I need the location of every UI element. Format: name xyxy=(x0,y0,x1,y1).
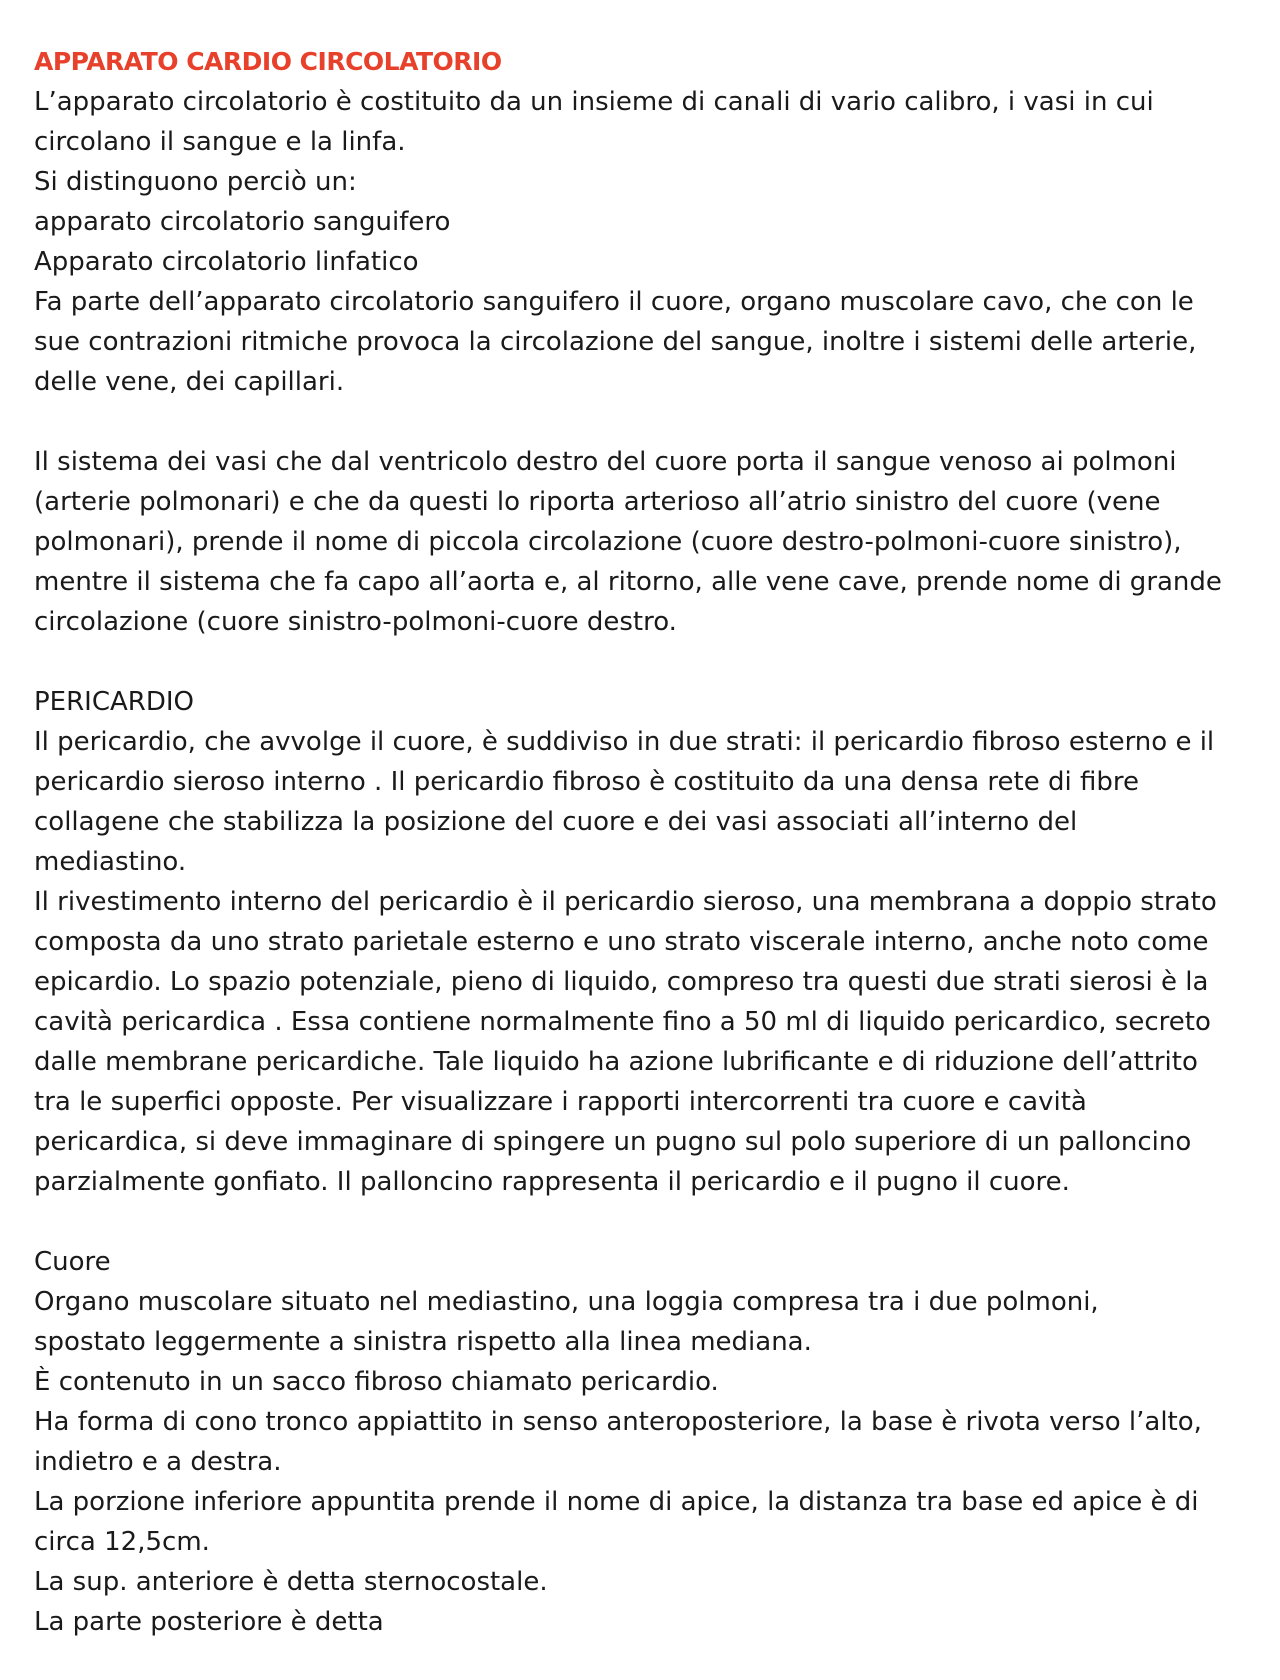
text-line: La sup. anteriore è detta sternocostale. xyxy=(34,1567,548,1597)
section-heading: PERICARDIO xyxy=(34,687,194,717)
text-line: tra le superfici opposte. Per visualizzare i rapporti intercorrenti tra cuore e cavità xyxy=(34,1087,1087,1117)
text-line: Apparato circolatorio linfatico xyxy=(34,247,419,277)
text-line: Il sistema dei vasi che dal ventricolo destro del cuore porta il sangue venoso ai polmoni xyxy=(34,447,1177,477)
text-line: È contenuto in un sacco fibroso chiamato pericardio. xyxy=(34,1367,719,1397)
paragraph-gap xyxy=(34,642,1264,682)
text-line: epicardio. Lo spazio potenziale, pieno di liquido, compreso tra questi due strati sierosi è la xyxy=(34,967,1209,997)
text-line: polmonari), prende il nome di piccola circolazione (cuore destro-polmoni-cuore sinistro), xyxy=(34,527,1182,557)
text-line: La parte posteriore è detta xyxy=(34,1607,384,1637)
text-line: La porzione inferiore appuntita prende il nome di apice, la distanza tra base ed apice è di xyxy=(34,1487,1199,1517)
text-line: (arterie polmonari) e che da questi lo riporta arterioso all’atrio sinistro del cuore (vene xyxy=(34,487,1161,517)
text-line: Organo muscolare situato nel mediastino, una loggia compresa tra i due polmoni, xyxy=(34,1287,1099,1317)
pericardio-section xyxy=(34,682,1264,1202)
text-line: circa 12,5cm. xyxy=(34,1527,210,1557)
text-line: Il pericardio, che avvolge il cuore, è suddiviso in due strati: il pericardio fibroso esterno e il xyxy=(34,727,1215,757)
text-line: composta da uno strato parietale esterno e uno strato viscerale interno, anche noto come xyxy=(34,927,1209,957)
text-line: spostato leggermente a sinistra rispetto alla linea mediana. xyxy=(34,1327,812,1357)
text-line: apparato circolatorio sanguifero xyxy=(34,207,451,237)
text-line: delle vene, dei capillari. xyxy=(34,367,345,397)
text-line: pericardio sieroso interno . Il pericardio fibroso è costituito da una densa rete di fibre xyxy=(34,767,1139,797)
text-line: Il rivestimento interno del pericardio è il pericardio sieroso, una membrana a doppio strato xyxy=(34,887,1217,917)
text-line: indietro e a destra. xyxy=(34,1447,282,1477)
intro-section xyxy=(34,82,1264,402)
text-line: mediastino. xyxy=(34,847,187,877)
document-title: APPARATO CARDIO CIRCOLATORIO xyxy=(34,47,502,76)
paragraph-gap xyxy=(34,1202,1264,1242)
text-line: Ha forma di cono tronco appiattito in senso anteroposteriore, la base è rivota verso l’alto, xyxy=(34,1407,1202,1437)
text-line: pericardica, si deve immaginare di spingere un pugno sul polo superiore di un palloncino xyxy=(34,1127,1192,1157)
text-line: Fa parte dell’apparato circolatorio sanguifero il cuore, organo muscolare cavo, che con le xyxy=(34,287,1194,317)
text-line: circolazione (cuore sinistro-polmoni-cuore destro. xyxy=(34,607,677,637)
circulation-section xyxy=(34,442,1264,642)
text-line: Si distinguono perciò un: xyxy=(34,167,357,197)
text-line: L’apparato circolatorio è costituito da un insieme di canali di vario calibro, i vasi in cui xyxy=(34,87,1154,117)
cuore-section xyxy=(34,1242,1264,1642)
section-heading: Cuore xyxy=(34,1247,111,1277)
document-page xyxy=(34,42,1264,1642)
paragraph-gap xyxy=(34,402,1264,442)
text-line: dalle membrane pericardiche. Tale liquido ha azione lubrificante e di riduzione dell’attrito xyxy=(34,1047,1198,1077)
text-line: circolano il sangue e la linfa. xyxy=(34,127,406,157)
text-line: cavità pericardica . Essa contiene normalmente fino a 50 ml di liquido pericardico, secreto xyxy=(34,1007,1211,1037)
text-line: mentre il sistema che fa capo all’aorta e, al ritorno, alle vene cave, prende nome di grande xyxy=(34,567,1222,597)
text-line: parzialmente gonfiato. Il palloncino rappresenta il pericardio e il pugno il cuore. xyxy=(34,1167,1070,1197)
text-line: sue contrazioni ritmiche provoca la circolazione del sangue, inoltre i sistemi delle arterie, xyxy=(34,327,1197,357)
text-line: collagene che stabilizza la posizione del cuore e dei vasi associati all’interno del xyxy=(34,807,1078,837)
